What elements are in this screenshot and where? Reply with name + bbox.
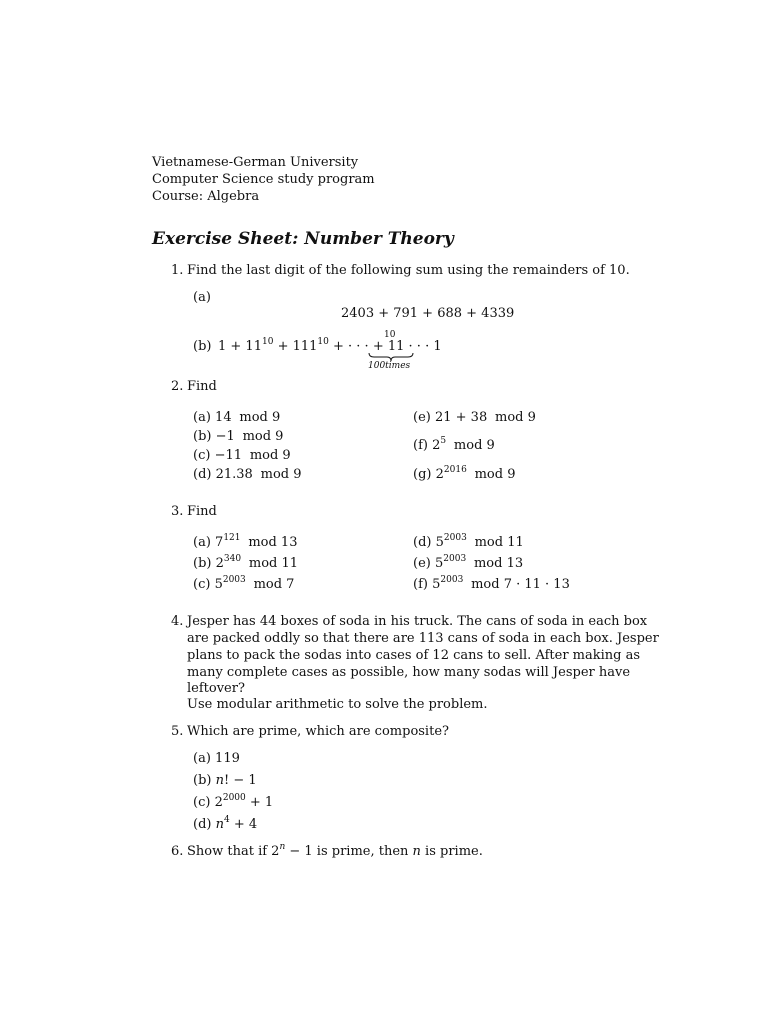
q5-item-c: (c) $2^{2000} + 1$	[193, 793, 274, 810]
header-course: Course: Algebra	[152, 189, 260, 204]
q1b-dots: + · · · +	[328, 339, 388, 354]
q1b-term2: + 111	[273, 339, 318, 354]
q3-item-a: (a) $7^{121}$ mod 13	[193, 533, 298, 550]
q1a-expression: 2403 + 791 + 688 + 4339	[341, 306, 515, 321]
q5-text: Which are prime, which are composite?	[187, 724, 449, 739]
q5-item-b: (b) n! − 1	[193, 773, 257, 788]
header-program: Computer Science study program	[152, 172, 375, 187]
q3-item-b: (b) $2^{340}$ mod 11	[193, 554, 299, 571]
q4-line-5: leftover?	[187, 681, 245, 696]
q4-line-3: plans to pack the sodas into cases of 12 cans to sell. After making as	[187, 648, 641, 663]
q6-number: 6.	[171, 844, 184, 859]
q5-item-d: (d) $n^4 + 4$	[193, 815, 258, 832]
q2-text: Find	[187, 379, 217, 394]
q1b-exp2: 10	[317, 337, 329, 347]
q1b-term1: 1 + 11	[218, 339, 262, 354]
q2-item-c: (c) −11 mod 9	[193, 448, 291, 463]
q2-item-f: (f) $2^5$ mod 9	[413, 436, 495, 453]
q2-number: 2.	[171, 379, 184, 394]
q1b-underset: 100times	[368, 361, 411, 371]
q4-line-4: many complete cases as possible, how many sodas will Jesper have	[187, 665, 631, 680]
q2-item-d: (d) 21.38 mod 9	[193, 467, 302, 482]
q3-item-f: (f) $5^{2003}$ mod 7 · 11 · 13	[413, 575, 570, 592]
q3-item-e: (e) $5^{2003}$ mod 13	[413, 554, 524, 571]
q4-line-1: Jesper has 44 boxes of soda in his truck. The cans of soda in each box	[187, 614, 648, 629]
q5-number: 5.	[171, 724, 184, 739]
q6-text: Show that if $2^n - 1$ is prime, then n is prime.	[187, 842, 483, 859]
q4-number: 4.	[171, 614, 184, 629]
q3-item-d: (d) $5^{2003}$ mod 11	[413, 533, 524, 550]
q1b-exp1: 10	[261, 337, 274, 347]
q4-line-2: are packed oddly so that there are 113 cans of soda in each box. Jesper	[187, 631, 659, 646]
q2-item-b: (b) −1 mod 9	[193, 429, 284, 444]
header-university: Vietnamese-German University	[152, 155, 359, 170]
q2-item-g: (g) $2^{2016}$ mod 9	[413, 465, 516, 482]
q2-item-e: (e) 21 + 38 mod 9	[413, 410, 536, 425]
q4-line-6: Use modular arithmetic to solve the problem.	[187, 697, 488, 712]
page-title: Exercise Sheet: Number Theory	[152, 229, 454, 249]
q1b-label: (b)	[193, 339, 212, 354]
q1b-last-term: 11 · · · 1	[387, 339, 442, 354]
q1b-overset: 10	[384, 330, 396, 340]
q3-number: 3.	[171, 504, 184, 519]
q1-number: 1.	[171, 263, 184, 278]
q3-text: Find	[187, 504, 217, 519]
q5-item-a: (a) 119	[193, 751, 240, 766]
q2-item-a: (a) 14 mod 9	[193, 410, 281, 425]
q1a-label: (a)	[193, 290, 211, 305]
q1-text: Find the last digit of the following sum using the remainders of 10.	[187, 263, 630, 278]
q3-item-c: (c) $5^{2003}$ mod 7	[193, 575, 295, 592]
